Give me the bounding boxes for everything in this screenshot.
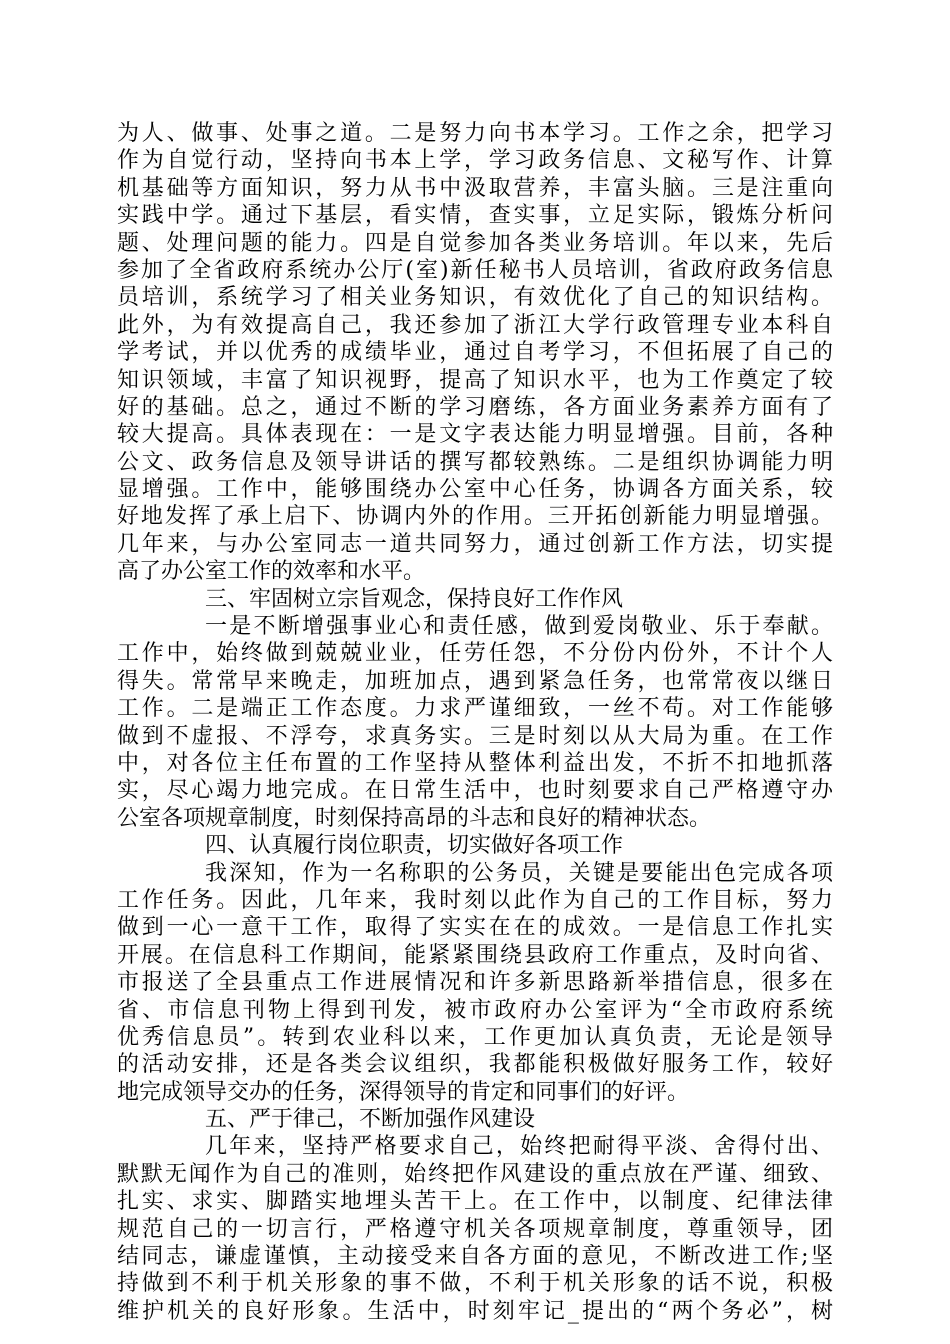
text-line: 优秀信息员”。转到农业科以来，工作更加认真负责，无论是领导 [117,1024,833,1050]
text-line: 员培训，系统学习了相关业务知识，有效优化了自己的知识结构。 [117,285,833,311]
paragraph [117,860,833,1107]
document-page [117,120,833,1325]
text-line: 的活动安排，还是各类会议组织，我都能积极做好服务工作，较好 [117,1052,833,1078]
text-line: 为人、做事、处事之道。二是努力向书本学习。工作之余，把学习 [117,121,833,146]
text-line: 维护机关的良好形象。生活中，时刻牢记_提出的“两个务必”，树 [117,1298,833,1324]
text-line: 一是不断增强事业心和责任感，做到爱岗敬业、乐于奉献。 [205,614,833,640]
text-line: 省、市信息刊物上得到刊发，被市政府办公室评为“全市政府系统 [117,997,833,1023]
paragraph [117,1133,833,1325]
text-line: 高了办公室工作的效率和水平。 [117,559,426,585]
text-line: 中，对各位主任布置的工作坚持从整体利益出发，不折不扣地抓落 [117,750,833,776]
text-line: 公文、政务信息及领导讲话的撰写都较熟练。二是组织协调能力明 [117,449,833,475]
text-line: 工作。二是端正工作态度。力求严谨细致，一丝不苟。对工作能够 [117,696,833,722]
section-heading: 三、牢固树立宗旨观念，保持良好工作作风 [205,586,624,612]
text-line: 公室各项规章制度，时刻保持高昂的斗志和良好的精神状态。 [117,805,712,831]
text-line: 学考试，并以优秀的成绩毕业，通过自考学习，不但拓展了自己的 [117,340,833,366]
text-line: 参加了全省政府系统办公厅(室)新任秘书人员培训，省政府政务信息 [117,257,833,283]
paragraph [117,120,833,586]
paragraph [117,613,833,832]
text-line: 显增强。工作中，能够围绕办公室中心任务，协调各方面关系，较 [117,477,833,503]
text-line: 实，尽心竭力地完成。在日常生活中，也时刻要求自己严格遵守办 [117,778,833,804]
text-line: 此外，为有效提高自己，我还参加了浙江大学行政管理专业本科自 [117,312,833,338]
text-line: 几年来，与办公室同志一道共同努力，通过创新工作方法，切实提 [117,531,833,557]
text-line: 扎实、求实、脚踏实地埋头苦干上。在工作中，以制度、纪律法律 [117,1189,833,1215]
text-line: 做到不虚报、不浮夸，求真务实。三是时刻以从大局为重。在工作 [117,723,833,749]
text-line: 规范自己的一切言行，严格遵守机关各项规章制度，尊重领导，团 [117,1216,833,1242]
text-line: 结同志，谦虚谨慎，主动接受来自各方面的意见，不断改进工作;坚 [117,1244,833,1270]
section-heading: 五、严于律己，不断加强作风建设 [205,1107,536,1133]
text-line: 地完成领导交办的任务，深得领导的肯定和同事们的好评。 [117,1079,690,1105]
text-line: 持做到不利于机关形象的事不做，不利于机关形象的话不说，积极 [117,1271,833,1297]
text-line: 开展。在信息科工作期间，能紧紧围绕县政府工作重点，及时向省、 [117,942,833,968]
text-line: 题、处理问题的能力。四是自觉参加各类业务培训。年以来，先后 [117,230,833,256]
text-line: 得失。常常早来晚走，加班加点，遇到紧急任务，也常常夜以继日 [117,668,833,694]
text-line: 工作中，始终做到兢兢业业，任劳任怨，不分份内份外，不计个人 [117,641,833,667]
text-line: 默默无闻作为自己的准则，始终把作风建设的重点放在严谨、细致、 [117,1161,833,1187]
text-line: 我深知，作为一名称职的公务员，关键是要能出色完成各项 [205,860,833,886]
text-line: 几年来，坚持严格要求自己，始终把耐得平淡、舍得付出、 [205,1134,833,1160]
section-heading: 四、认真履行岗位职责，切实做好各项工作 [205,833,624,859]
text-line: 实践中学。通过下基层，看实情，查实事，立足实际，锻炼分析问 [117,203,833,229]
text-line: 知识领域，丰富了知识视野，提高了知识水平，也为工作奠定了较 [117,367,833,393]
text-line: 作为自觉行动，坚持向书本上学，学习政务信息、文秘写作、计算 [117,148,833,174]
text-line: 好的基础。总之，通过不断的学习磨练，各方面业务素养方面有了 [117,394,833,420]
text-line: 市报送了全县重点工作进展情况和许多新思路新举措信息，很多在 [117,970,833,996]
text-line: 工作任务。因此，几年来，我时刻以此作为自己的工作目标，努力 [117,887,833,913]
text-line: 较大提高。具体表现在：一是文字表达能力明显增强。目前，各种 [117,422,833,448]
text-line: 机基础等方面知识，努力从书中汲取营养，丰富头脑。三是注重向 [117,175,833,201]
text-line: 好地发挥了承上启下、协调内外的作用。三开拓创新能力明显增强。 [117,504,833,530]
text-line: 做到一心一意干工作，取得了实实在在的成效。一是信息工作扎实 [117,915,833,941]
